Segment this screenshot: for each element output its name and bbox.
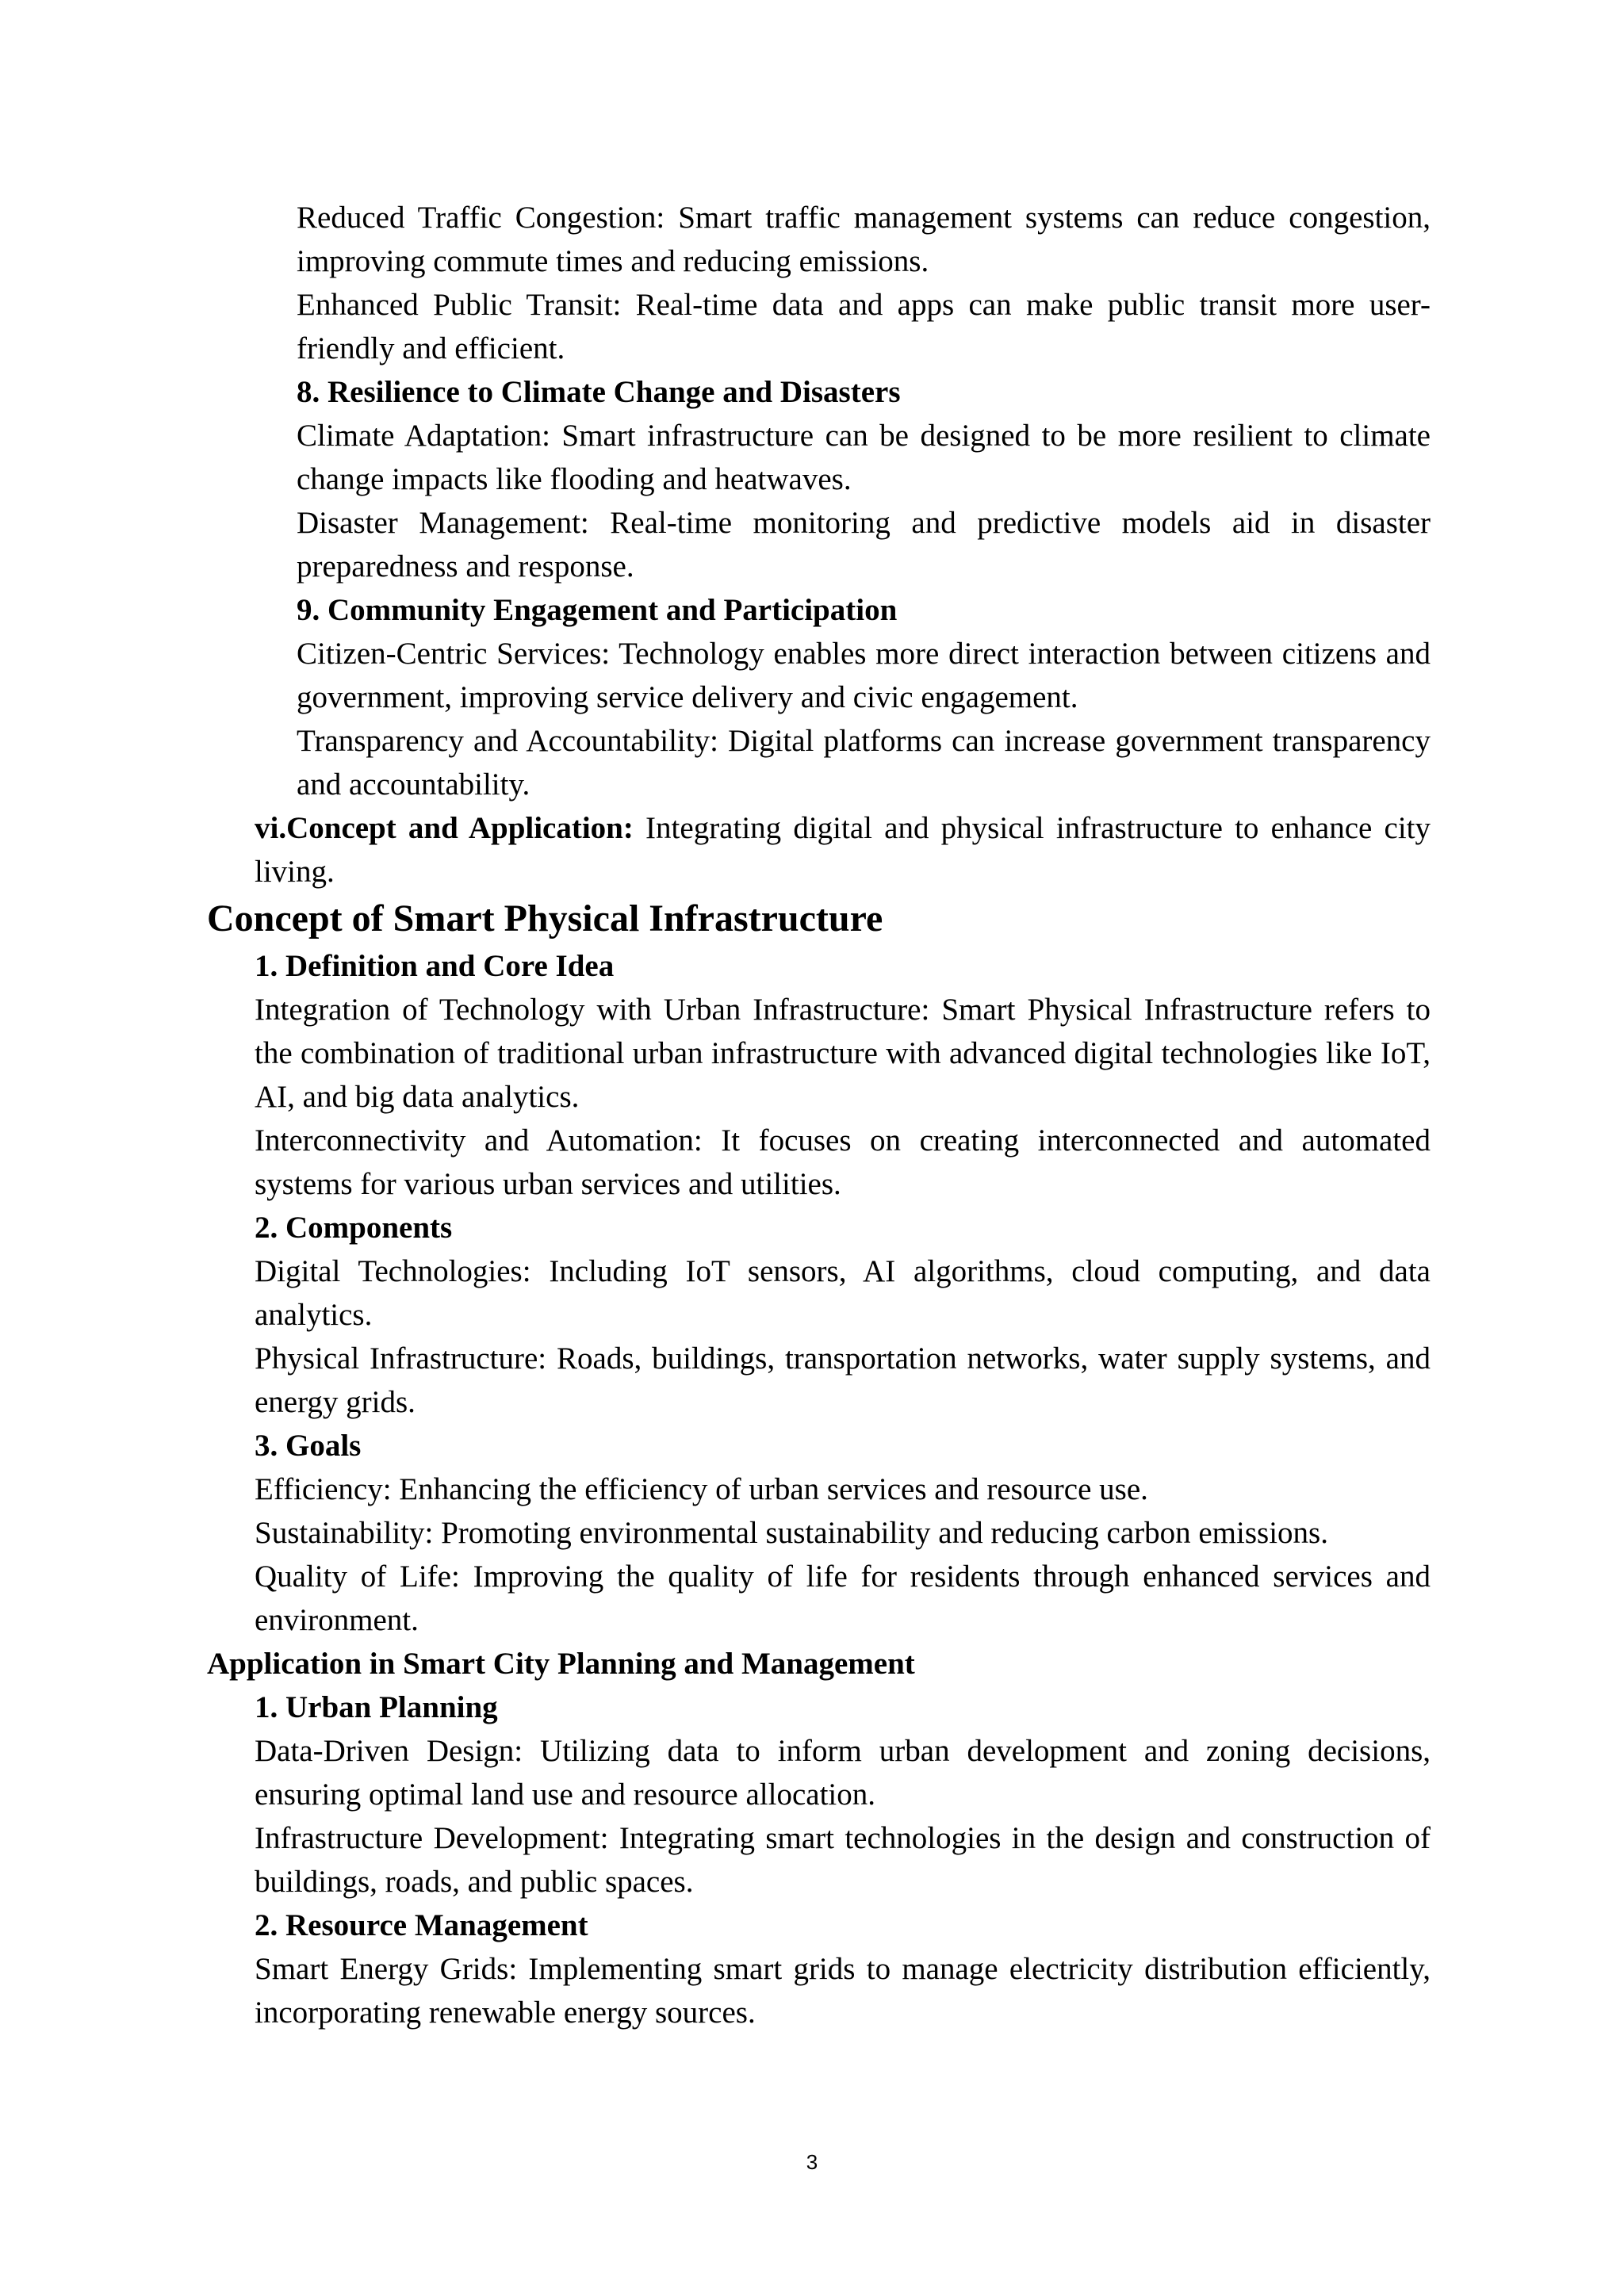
body-paragraph: Sustainability: Promoting environmental sustainability and reducing carbon emissions.	[255, 1516, 1328, 1550]
subsection-heading: 2. Components	[255, 1211, 453, 1245]
body-paragraph: Digital Technologies: Including IoT sensors, AI algorithms, cloud computing, and data analytics.	[255, 1254, 1431, 1332]
subsection-heading: 2. Resource Management	[255, 1908, 588, 1942]
body-paragraph: Climate Adaptation: Smart infrastructure can be designed to be more resilient to climate change impacts like flooding and heatwaves.	[297, 419, 1431, 496]
subsection-heading: 1. Definition and Core Idea	[255, 949, 615, 983]
body-paragraph: Infrastructure Development: Integrating smart technologies in the design and construction of buildings, roads, and public spaces.	[255, 1821, 1431, 1899]
subsection-heading: 1. Urban Planning	[255, 1690, 498, 1724]
body-paragraph: Citizen-Centric Services: Technology enables more direct interaction between citizens and government, improving service delivery and civic engagement.	[297, 637, 1431, 714]
subsection-heading: 9. Community Engagement and Participation	[297, 593, 898, 627]
lead-paragraph	[255, 806, 1431, 894]
section-heading: Concept of Smart Physical Infrastructure	[207, 897, 883, 939]
body-paragraph: Transparency and Accountability: Digital platforms can increase government transparency and accountability.	[297, 724, 1431, 802]
body-paragraph: Enhanced Public Transit: Real-time data and apps can make public transit more user-friendly and efficient.	[297, 288, 1431, 365]
body-paragraph: Physical Infrastructure: Roads, buildings, transportation networks, water supply systems, and energy grids.	[255, 1341, 1431, 1419]
lead-text: Integrating digital and physical infrastructure to enhance city living.	[255, 811, 1431, 889]
lead-label: vi.Concept and Application:	[255, 811, 634, 845]
subsection-heading: 3. Goals	[255, 1429, 362, 1463]
subsection-heading: 8. Resilience to Climate Change and Disasters	[297, 375, 901, 409]
body-paragraph: Efficiency: Enhancing the efficiency of urban services and resource use.	[255, 1472, 1148, 1506]
body-paragraph: Smart Energy Grids: Implementing smart grids to manage electricity distribution efficiently, incorporating renewable energy sources.	[255, 1952, 1431, 2030]
page-body	[0, 196, 1624, 2034]
body-paragraph: Data-Driven Design: Utilizing data to inform urban development and zoning decisions, ensuring optimal land use and resource allocation.	[255, 1734, 1431, 1812]
body-paragraph: Reduced Traffic Congestion: Smart traffic management systems can reduce congestion, improving commute times and reducing emissions.	[297, 201, 1431, 278]
body-paragraph: Quality of Life: Improving the quality of life for residents through enhanced services and environment.	[255, 1559, 1431, 1637]
body-paragraph: Interconnectivity and Automation: It focuses on creating interconnected and automated systems for various urban services and utilities.	[255, 1123, 1431, 1201]
body-paragraph: Integration of Technology with Urban Infrastructure: Smart Physical Infrastructure refers to the combination of traditional urban infrastructure with advanced digital technologies like IoT, AI, and big data analytics.	[255, 993, 1431, 1114]
subsection-heading: Application in Smart City Planning and Management	[207, 1647, 915, 1681]
page-number: 3	[806, 2150, 818, 2174]
body-paragraph: Disaster Management: Real-time monitoring and predictive models aid in disaster preparedness and response.	[297, 506, 1431, 584]
